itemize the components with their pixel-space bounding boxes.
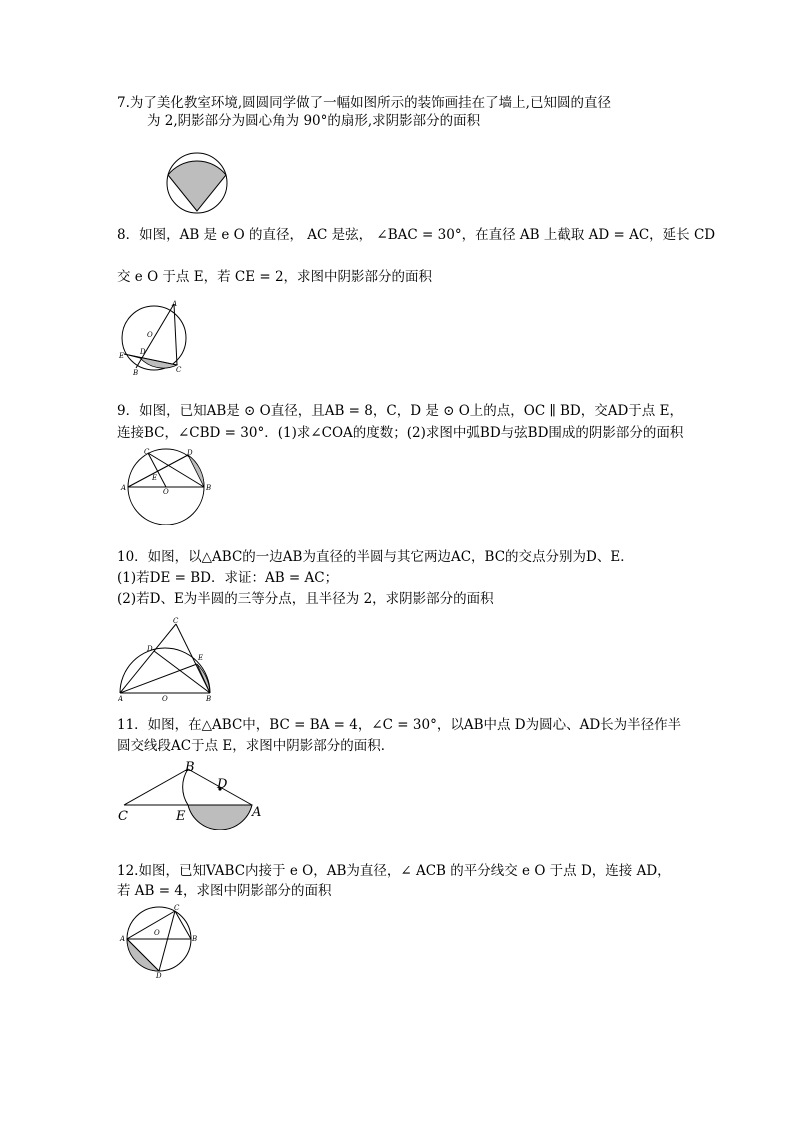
label-B: B xyxy=(133,369,139,376)
label-C: C xyxy=(118,809,128,824)
label-O: O xyxy=(154,929,160,937)
problem-12-line-1: 12.如图，已知VABC内接于 e O，AB为直径，∠ ACB 的平分线交 e O 于点 D，连接 AD， xyxy=(117,863,671,879)
label-B: B xyxy=(206,695,212,702)
problem-9-line-2: 连接BC，∠CBD = 30°．(1)求∠COA的度数；(2)求图中弧BD与弦BD围成的阴影部分的面积 xyxy=(117,425,684,441)
label-C: C xyxy=(173,617,179,625)
problem-11-line-2: 圆交线段AC于点 E，求图中阴影部分的面积． xyxy=(117,738,395,754)
problem-10-line-2: (1)若DE = BD．求证：AB = AC； xyxy=(117,570,339,586)
segment-shade xyxy=(188,805,252,830)
label-B: B xyxy=(192,935,198,943)
label-C: C xyxy=(144,448,150,456)
label-C: C xyxy=(174,904,180,912)
label-O: O xyxy=(162,695,168,702)
label-A: A xyxy=(252,805,262,820)
label-E: E xyxy=(152,474,158,482)
problem-10-figure xyxy=(118,614,218,702)
problem-8-line-1: 8．如图，AB 是 e O 的直径， AC 是弦， ∠BAC = 30°，在直径 AB 上截取 AD = AC，延长 CD xyxy=(117,227,716,243)
label-D: D xyxy=(217,777,228,792)
problem-9-figure xyxy=(118,445,214,525)
problem-10-line-1: 10．如图，以△ABC的一边AB为直径的半圆与其它两边AC，BC的交点分别为D、E． xyxy=(117,549,634,565)
label-E: E xyxy=(176,809,186,824)
problem-7-figure xyxy=(160,148,236,218)
problem-10-line-3: (2)若D、E为半圆的三等分点，且半径为 2，求阴影部分的面积 xyxy=(117,591,494,607)
label-E: E xyxy=(198,654,204,662)
problem-7-line-2: 为 2,阴影部分为圆心角为 90°的扇形,求阴影部分的面积 xyxy=(147,113,481,129)
label-D: D xyxy=(156,972,162,979)
problem-7-line-1: 7.为了美化教室环境,圆圆同学做了一幅如图所示的装饰画挂在了墙上,已知圆的直径 xyxy=(117,95,611,111)
label-B: B xyxy=(185,760,195,775)
problem-11-line-1: 11．如图，在△ABC中，BC = BA = 4，∠C = 30°，以AB中点 D为圆心、AD长为半径作半 xyxy=(117,717,682,733)
label-E: E xyxy=(119,352,125,360)
problem-9-line-1: 9．如图，已知AB是 ⊙ O直径，且AB = 8，C，D 是 ⊙ O上的点，OC ∥ BD，交AD于点 E， xyxy=(117,403,683,419)
label-D: D xyxy=(187,449,193,457)
label-O: O xyxy=(147,331,153,339)
label-C: C xyxy=(176,366,182,374)
label-O: O xyxy=(163,488,169,496)
label-A: A xyxy=(172,300,178,308)
label-A: A xyxy=(118,695,124,702)
problem-8-figure xyxy=(116,298,196,376)
problem-11-figure xyxy=(114,758,274,830)
label-A: A xyxy=(121,484,127,492)
problem-8-line-2: 交 e O 于点 E，若 CE = 2，求图中阴影部分的面积 xyxy=(117,269,433,285)
label-D: D xyxy=(147,645,153,653)
label-D: D xyxy=(140,348,146,356)
problem-12-line-2: 若 AB = 4，求图中阴影部分的面积 xyxy=(117,883,332,899)
problem-12-figure xyxy=(118,903,200,979)
label-A: A xyxy=(120,935,126,943)
label-B: B xyxy=(206,484,212,492)
